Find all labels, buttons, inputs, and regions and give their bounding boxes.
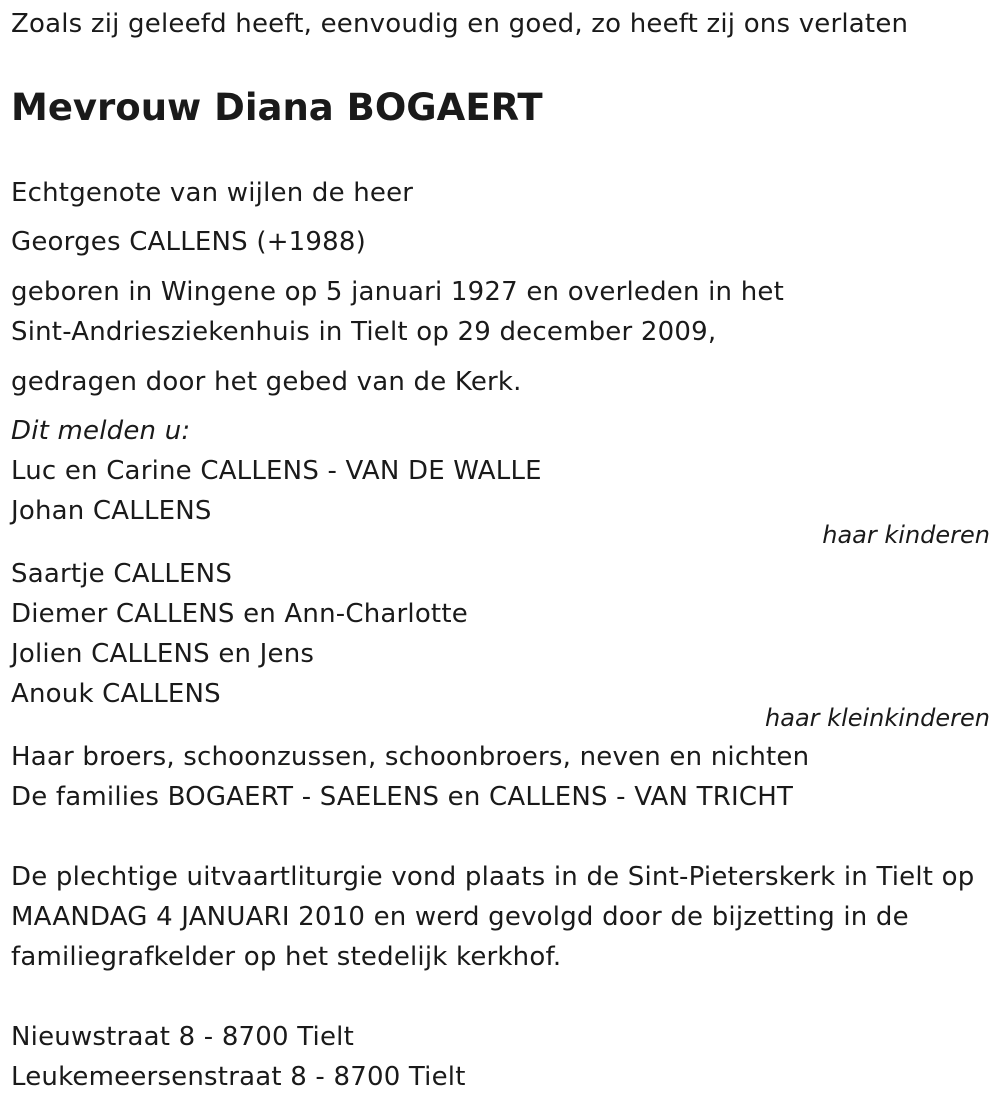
deceased-name: Mevrouw Diana BOGAERT — [11, 86, 543, 129]
birth-death-line: geboren in Wingene op 5 januari 1927 en overleden in het — [11, 277, 784, 307]
funeral-line: MAANDAG 4 JANUARI 2010 en werd gevolgd door de bijzetting in de — [11, 902, 909, 932]
child-entry: Luc en Carine CALLENS - VAN DE WALLE — [11, 456, 542, 486]
grandchild-entry: Diemer CALLENS en Ann-Charlotte — [11, 599, 468, 629]
birth-death-line: Sint-Andriesziekenhuis in Tielt op 29 december 2009, — [11, 317, 717, 347]
family-line: Haar broers, schoonzussen, schoonbroers, neven en nichten — [11, 742, 810, 772]
grandchild-entry: Jolien CALLENS en Jens — [11, 639, 315, 669]
funeral-line: familiegrafkelder op het stedelijk kerkhof. — [11, 942, 562, 972]
announcers-intro: Dit melden u: — [11, 416, 191, 446]
spouse-name: Georges CALLENS (+1988) — [11, 227, 366, 257]
grandchildren-label: haar kleinkinderen — [765, 704, 990, 732]
funeral-line: De plechtige uitvaartliturgie vond plaats in de Sint-Pieterskerk in Tielt op — [11, 862, 975, 892]
grandchild-entry: Saartje CALLENS — [11, 559, 233, 589]
address-line: Leukemeersenstraat 8 - 8700 Tielt — [11, 1062, 466, 1092]
family-line: De families BOGAERT - SAELENS en CALLENS - VAN TRICHT — [11, 782, 794, 812]
children-label: haar kinderen — [822, 521, 990, 549]
address-line: Nieuwstraat 8 - 8700 Tielt — [11, 1022, 354, 1052]
church-line: gedragen door het gebed van de Kerk. — [11, 367, 522, 397]
motto: Zoals zij geleefd heeft, eenvoudig en goed, zo heeft zij ons verlaten — [11, 9, 909, 39]
child-entry: Johan CALLENS — [11, 496, 212, 526]
spouse-intro: Echtgenote van wijlen de heer — [11, 178, 414, 208]
grandchild-entry: Anouk CALLENS — [11, 679, 221, 709]
